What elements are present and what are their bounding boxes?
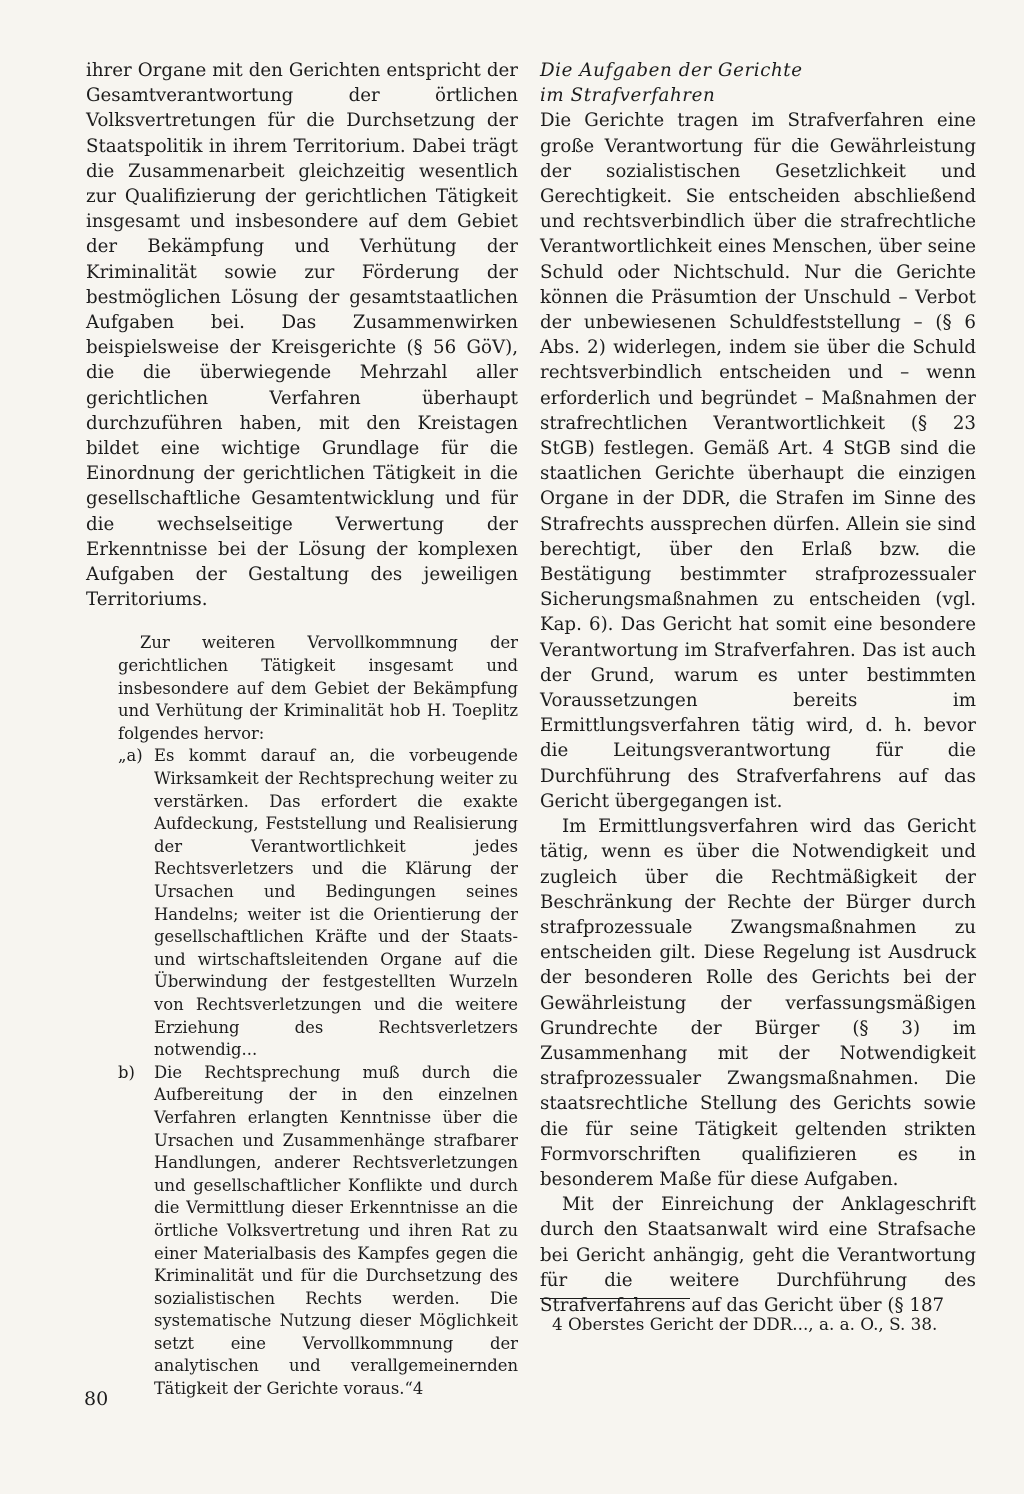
quote-intro: Zur weiteren Vervollkommnung der gerichtlichen Tätigkeit insgesamt und insbesondere auf dem Gebiet der Bekämpfung und Verhütung der Kriminalität hob H. Toeplitz folgendes hervor: [118,633,518,743]
body-paragraph: Mit der Einreichung der Anklageschrift durch den Staatsanwalt wird eine Strafsache bei Gericht anhängig, geht die Verantwortung für die weitere Durchführung des Strafverfahrens auf das Gericht über (§ 187 [540,1194,976,1316]
quote-item-label: b) [118,1062,135,1082]
quote-item-text: Die Rechtsprechung muß durch die Aufbereitung der in den einzelnen Verfahren erlangten Kenntnisse über die Ursachen und Zusammenhänge strafbarer Handlungen, anderer Rechtsverletzungen und gesellschaftlicher Konflikte und durch die Vermittlung dieser Erkenntnisse an die örtliche Volksvertretung und ihren Rat zu einer Materialbasis des Kampfes gegen die Kriminalität und für die Durchsetzung des sozialistischen Rechts werden. Die systematische Nutzung dieser Möglichkeit setzt eine Vervollkommnung der analytischen und verallgemeinernden Tätigkeit der Gerichte voraus.“4 [154,1062,518,1399]
quote-item-text: Es kommt darauf an, die vorbeugende Wirksamkeit der Rechtsprechung weiter zu verstärken. Das erfordert die exakte Aufdeckung, Feststellung und Realisierung der Verantwortlichkeit jedes Rechtsverletzers und die Klärung der Ursachen und Bedingungen seines Handelns; weiter ist die Orientierung der gesellschaftlichen Kräfte und der Staats- und wirtschaftsleitenden Organe auf die Überwindung der festgestellten Wurzeln von Rechtsverletzungen und die weitere Erziehung des Rechtsverletzers notwendig... [154,746,518,1060]
section-heading [540,58,976,108]
body-paragraph: ihrer Organe mit den Gerichten entspricht der Gesamtverantwortung der örtlichen Volksvertretungen für die Durchsetzung der Staatspolitik in ihrem Territorium. Dabei trägt die Zusammenarbeit gleichzeitig wesentlich zur Qualifizierung der gerichtlichen Tätigkeit insgesamt und insbesondere auf dem Gebiet der Bekämpfung und Verhütung der Kriminalität sowie zur Förderung der bestmöglichen Lösung der gesamtstaatlichen Aufgaben bei. Das Zusammenwirken beispielsweise der Kreisgerichte (§ 56 GöV), die die überwiegende Mehrzahl aller gerichtlichen Verfahren überhaupt durchzuführen haben, mit den Kreistagen bildet eine wichtige Grundlage für die Einordnung der gerichtlichen Tätigkeit in die gesellschaftliche Gesamtentwicklung und für die wechselseitige Verwertung der Erkenntnisse bei der Lösung der komplexen Aufgaben der Gestaltung des jeweiligen Territoriums. [86,60,518,611]
footnote: 4 Oberstes Gericht der DDR..., a. a. O., S. 38. [552,1314,938,1334]
left-column [86,58,518,1401]
body-paragraph: Im Ermittlungsverfahren wird das Gericht tätig, wenn es über die Notwendigkeit und zugleich über die Rechtmäßigkeit der Beschränkung der Rechte der Bürger durch strafprozessuale Zwangsmaßnahmen zu entscheiden gilt. Diese Regelung ist Ausdruck der besonderen Rolle des Gerichts bei der Gewährleistung der verfassungsmäßigen Grundrechte der Bürger (§ 3) im Zusammenhang mit der Notwendigkeit strafprozessualer Zwangsmaßnahmen. Die staatsrechtliche Stellung des Gerichts sowie die für seine Tätigkeit geltenden strikten Formvorschriften qualifizieren es in besonderem Maße für diese Aufgaben. [540,816,976,1190]
right-column [540,58,976,1318]
section-heading-line-2: im Strafverfahren [540,85,716,107]
page-number: 80 [84,1388,109,1410]
quote-block [118,632,518,1400]
quote-item-a [118,745,518,1061]
body-paragraph: Die Gerichte tragen im Strafverfahren eine große Verantwortung für die Gewährleistung der sozialistischen Gesetzlichkeit und Gerechtigkeit. Sie entscheiden abschließend und rechtsverbindlich über die strafrechtliche Verantwortlichkeit eines Menschen, über seine Schuld oder Nichtschuld. Nur die Gerichte können die Präsumtion der Unschuld – Verbot der unbewiesenen Schuldfeststellung – (§ 6 Abs. 2) widerlegen, indem sie über die Schuld rechtsverbindlich entscheiden und – wenn erforderlich und begründet – Maßnahmen der strafrechtlichen Verantwortlichkeit (§ 23 StGB) festlegen. Gemäß Art. 4 StGB sind die staatlichen Gerichte überhaupt die einzigen Organe in der DDR, die Strafen im Sinne des Strafrechts aussprechen dürfen. Allein sie sind berechtigt, über den Erlaß bzw. die Bestätigung bestimmter strafprozessualer Sicherungsmaßnahmen zu entscheiden (vgl. Kap. 6). Das Gericht hat somit eine besondere Verantwortung im Strafverfahren. Das ist auch der Grund, warum es unter bestimmten Voraussetzungen bereits im Ermittlungsverfahren tätig wird, d. h. bevor die Leitungsverantwortung für die Durchführung des Strafverfahrens auf das Gericht übergegangen ist. [540,110,976,812]
quote-item-b [118,1062,518,1401]
footnote-separator [540,1298,690,1299]
quote-item-label: „a) [118,746,143,766]
section-heading-line-1: Die Aufgaben der Gerichte [540,60,803,81]
